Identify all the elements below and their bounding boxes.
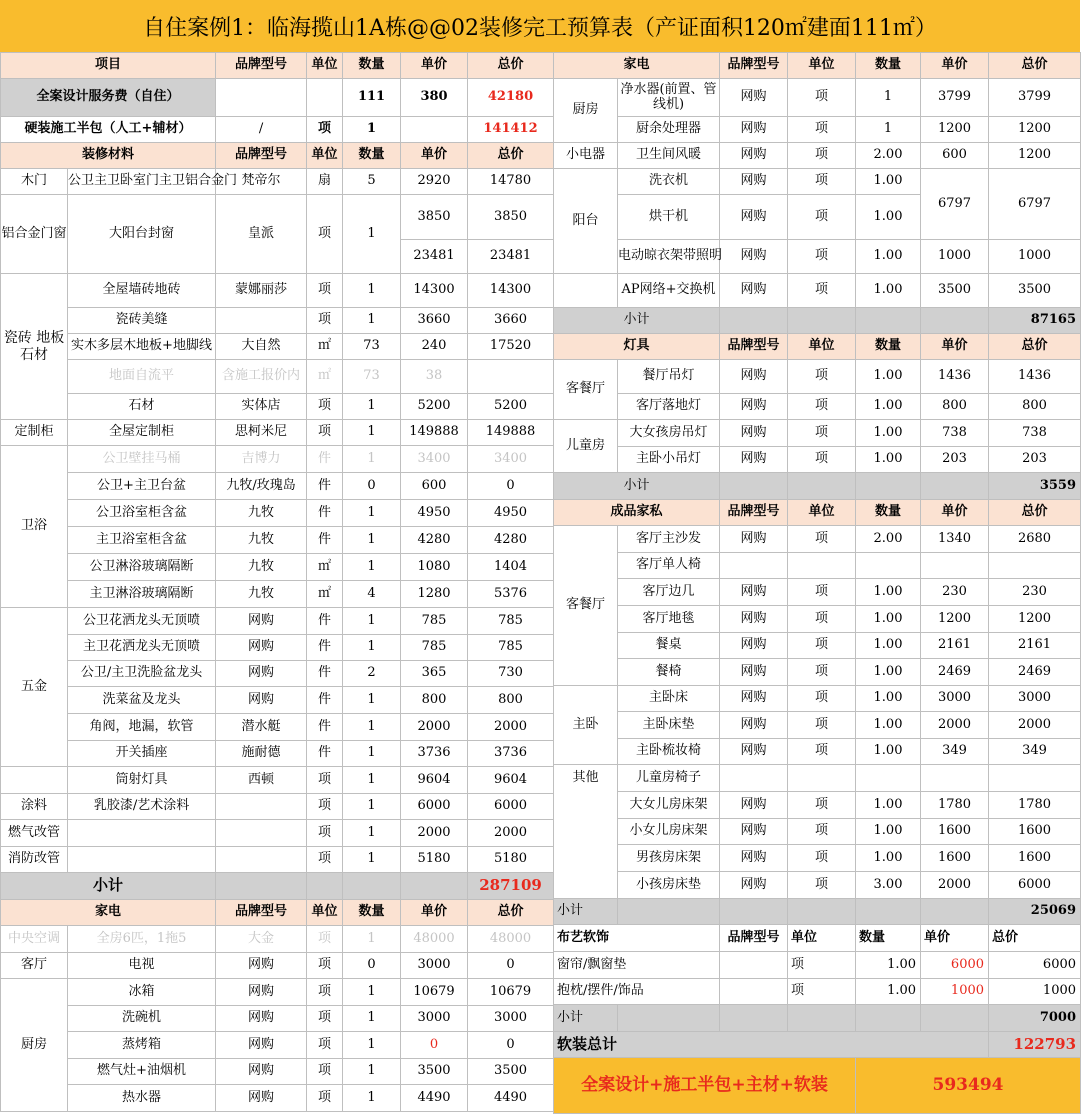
table-row: 23481 23481 — [1, 240, 554, 274]
table-row: 客餐厅 餐厅吊灯 网购 项 1.00 1436 1436 — [554, 360, 1081, 394]
table-row: 其他 儿童房椅子 — [554, 765, 1081, 792]
table-row: 男孩房床架 网购 项 1.00 1600 1600 — [554, 845, 1081, 872]
table-row: 公卫/主卫洗脸盆龙头 网购 件 2 365 730 — [1, 661, 554, 687]
furniture-subtotal-row: 小计 25069 — [554, 899, 1081, 925]
table-row: 消防改管 项 1 5180 5180 — [1, 847, 554, 873]
left-budget-table — [0, 52, 554, 1112]
table-row: 厨余处理器 网购 项 1 1200 1200 — [554, 117, 1081, 143]
table-row: 洗碗机 网购 项 1 3000 3000 — [1, 1006, 554, 1032]
table-row: 筒射灯具 西顿 项 1 9604 9604 — [1, 767, 554, 794]
table-row: 主卫浴室柜含盆 九牧 件 1 4280 4280 — [1, 527, 554, 554]
lights-header: 灯具 品牌型号 单位 数量 单价 总价 — [554, 334, 1081, 360]
table-row: 开关插座 施耐德 件 1 3736 3736 — [1, 741, 554, 767]
table-row: 木门 公卫主卫卧室门主卫铝合金门 梵帝尔 扇 5 2920 14780 — [1, 169, 554, 195]
table-row: 客厅边几 网购 项 1.00 230 230 — [554, 579, 1081, 606]
table-row: 主卧小吊灯 网购 项 1.00 203 203 — [554, 447, 1081, 473]
table-row: 主卫淋浴玻璃隔断 九牧 ㎡ 4 1280 5376 — [1, 581, 554, 608]
table-row: 石材 实体店 项 1 5200 5200 — [1, 394, 554, 420]
table-row: 主卧床垫 网购 项 1.00 2000 2000 — [554, 712, 1081, 739]
grand-total-row: 全案设计+施工半包+主材+软装 593494 — [554, 1058, 1081, 1114]
table-row: 客厅单人椅 — [554, 553, 1081, 579]
table-row: AP网络+交换机 网购 项 1.00 3500 3500 — [554, 274, 1081, 308]
table-row: 大女儿房床架 网购 项 1.00 1780 1780 — [554, 792, 1081, 819]
lights-subtotal-row: 小计 3559 — [554, 473, 1081, 500]
table-row: 阳台 洗衣机 网购 项 1.00 6797 6797 — [554, 169, 1081, 195]
table-row: 卫浴 公卫壁挂马桶 吉博力 件 1 3400 3400 — [1, 446, 554, 473]
table-row: 客餐厅 客厅主沙发 网购 项 2.00 1340 2680 — [554, 526, 1081, 553]
table-row: 实木多层木地板+地脚线 大自然 ㎡ 73 240 17520 — [1, 334, 554, 360]
table-row: 洗菜盆及龙头 网购 件 1 800 800 — [1, 687, 554, 714]
table-row: 儿童房 大女孩房吊灯 网购 项 1.00 738 738 — [554, 420, 1081, 447]
soft-total-row: 软装总计 122793 — [554, 1032, 1081, 1058]
table-row: 瓷砖 地板 石材 全屋墙砖地砖 蒙娜丽莎 项 1 14300 14300 — [1, 274, 554, 308]
table-row: 小孩房床垫 网购 项 3.00 2000 6000 — [554, 872, 1081, 899]
right-budget-table — [553, 52, 1081, 1114]
appliance-subtotal-row: 小计 87165 — [554, 308, 1081, 334]
table-row: 公卫浴室柜含盆 九牧 件 1 4950 4950 — [1, 500, 554, 527]
furniture-header: 成品家私 品牌型号 单位 数量 单价 总价 — [554, 500, 1081, 526]
table-row: 公卫+主卫台盆 九牧/玫瑰岛 件 0 600 0 — [1, 473, 554, 500]
table-row: 电动晾衣架带照明 网购 项 1.00 1000 1000 — [554, 240, 1081, 274]
soft-subtotal-row: 小计 7000 — [554, 1005, 1081, 1032]
table-row: 烘干机 网购 项 1.00 — [554, 195, 1081, 240]
table-row: 铝合金门窗 大阳台封窗 皇派 项 1 3850 3850 — [1, 195, 554, 240]
table-row: 瓷砖美缝 项 1 3660 3660 — [1, 308, 554, 334]
table-row: 主卫花洒龙头无顶喷 网购 件 1 785 785 — [1, 635, 554, 661]
table-row: 燃气灶+油烟机 网购 项 1 3500 3500 — [1, 1059, 554, 1085]
table-row: 窗帘/飘窗垫 项 1.00 6000 6000 — [554, 952, 1081, 979]
table-row: 五金 公卫花洒龙头无顶喷 网购 件 1 785 785 — [1, 608, 554, 635]
table-row: 客厅落地灯 网购 项 1.00 800 800 — [554, 394, 1081, 420]
table-row: 中央空调 全房6匹，1拖5 大金 项 1 48000 48000 — [1, 926, 554, 953]
hard-pack-row: 硬装施工半包（人工+辅材） / 项 1 141412 — [1, 117, 554, 143]
page-title: 自住案例1：临海揽山1A栋@@02装修完工预算表（产证面积120㎡建面111㎡） — [0, 0, 1080, 53]
table-row: 厨房 净水器(前置、管线机) 网购 项 1 3799 3799 — [554, 79, 1081, 117]
table-row: 主卧 主卧床 网购 项 1.00 3000 3000 — [554, 686, 1081, 712]
appliance-header: 家电 品牌型号 单位 数量 单价 总价 — [1, 900, 554, 926]
table-row: 抱枕/摆件/饰品 项 1.00 1000 1000 — [554, 979, 1081, 1005]
table-row: 蒸烤箱 网购 项 1 0 0 — [1, 1032, 554, 1059]
table-row: 角阀，地漏，软管 潜水艇 件 1 2000 2000 — [1, 714, 554, 741]
table-row: 厨房 冰箱 网购 项 1 10679 10679 — [1, 979, 554, 1006]
table-row: 地面自流平 含施工报价内 ㎡ 73 38 — [1, 360, 554, 394]
table-row: 公卫淋浴玻璃隔断 九牧 ㎡ 1 1080 1404 — [1, 554, 554, 581]
table-row: 主卧梳妆椅 网购 项 1.00 349 349 — [554, 739, 1081, 765]
table-row: 餐桌 网购 项 1.00 2161 2161 — [554, 633, 1081, 659]
soft-header: 布艺软饰 品牌型号 单位 数量 单价 总价 — [554, 925, 1081, 952]
table-row: 小女儿房床架 网购 项 1.00 1600 1600 — [554, 819, 1081, 845]
table-row: 客厅 电视 网购 项 0 3000 0 — [1, 953, 554, 979]
table-row: 客厅地毯 网购 项 1.00 1200 1200 — [554, 606, 1081, 633]
table-row: 定制柜 全屋定制柜 思柯米尼 项 1 149888 149888 — [1, 420, 554, 446]
materials-header: 装修材料 品牌型号 单位 数量 单价 总价 — [1, 143, 554, 169]
table-row: 燃气改管 项 1 2000 2000 — [1, 820, 554, 847]
materials-subtotal-row: 小计 287109 — [1, 873, 554, 900]
design-fee-row: 全案设计服务费（自住） 111 380 42180 — [1, 79, 554, 117]
appliance-header: 家电 品牌型号 单位 数量 单价 总价 — [554, 53, 1081, 79]
table-row: 涂料 乳胶漆/艺术涂料 项 1 6000 6000 — [1, 794, 554, 820]
table-row: 餐椅 网购 项 1.00 2469 2469 — [554, 659, 1081, 686]
table-row: 热水器 网购 项 1 4490 4490 — [1, 1085, 554, 1112]
table-row: 小电器 卫生间风暖 网购 项 2.00 600 1200 — [554, 143, 1081, 169]
table-header: 项目 品牌型号 单位 数量 单价 总价 — [1, 53, 554, 79]
